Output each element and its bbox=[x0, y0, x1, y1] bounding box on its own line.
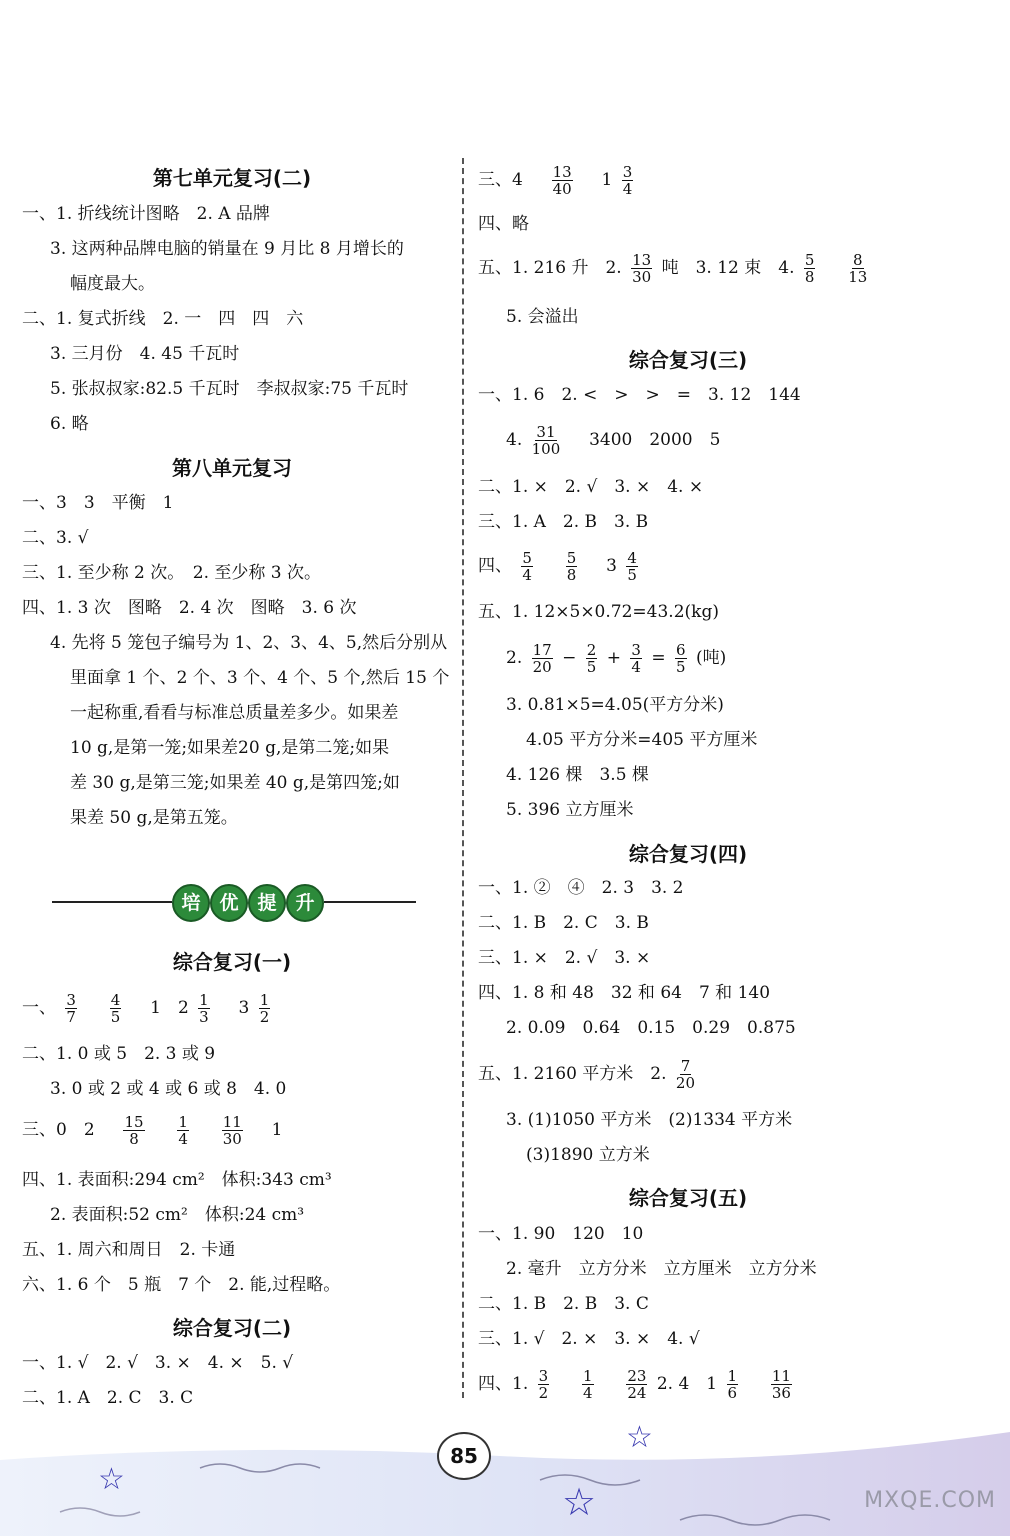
numerator: 5 bbox=[566, 549, 577, 567]
fraction bbox=[65, 992, 77, 1025]
fraction bbox=[521, 550, 533, 583]
numerator: 3 bbox=[538, 1367, 549, 1385]
fraction bbox=[771, 1368, 792, 1401]
fraction bbox=[222, 1114, 243, 1147]
unit8-line-8: 10 g,是第一笼;如果差20 g,是第二笼;如果 bbox=[70, 738, 390, 758]
denominator: 24 bbox=[627, 1384, 647, 1402]
numerator: 11 bbox=[222, 1113, 242, 1131]
unit7-title: 第七单元复习(二) bbox=[152, 166, 312, 190]
rev4-title: 综合复习(四) bbox=[628, 842, 748, 866]
rev5-title: 综合复习(五) bbox=[628, 1186, 748, 1210]
unit7-line-7: 6. 略 bbox=[50, 414, 89, 434]
denominator: 2 bbox=[259, 1008, 270, 1026]
operator: + bbox=[606, 648, 621, 668]
numerator: 1 bbox=[259, 991, 270, 1009]
rev5-line-2: 2. 毫升 立方分米 立方厘米 立方分米 bbox=[506, 1259, 817, 1279]
fraction bbox=[586, 642, 598, 675]
numerator: 1 bbox=[727, 1367, 738, 1385]
unit8-line-5: 4. 先将 5 笼包子编号为 1、2、3、4、5,然后分别从 bbox=[50, 633, 448, 653]
fraction bbox=[566, 550, 578, 583]
rev4-line-8: (3)1890 立方米 bbox=[526, 1145, 650, 1165]
denominator: 8 bbox=[804, 268, 815, 286]
star-icon: ☆ bbox=[626, 1420, 653, 1455]
numerator: 5 bbox=[522, 549, 532, 567]
unit8-line-6: 里面拿 1 个、2 个、3 个、4 个、5 个,然后 15 个 bbox=[70, 668, 450, 688]
value-text: 1 bbox=[271, 1120, 283, 1140]
rev3-line-3: 二、1. × 2. √ 3. × 4. × bbox=[478, 477, 704, 497]
line-prefix: 三、4 bbox=[478, 170, 523, 190]
rev1-line-4 bbox=[22, 1114, 282, 1147]
rev3-line-2 bbox=[506, 424, 720, 457]
unit7-line-4: 二、1. 复式折线 2. 一 四 四 六 bbox=[22, 309, 304, 329]
denominator: 8 bbox=[129, 1130, 139, 1148]
whole-number: 3 bbox=[606, 556, 617, 576]
operator: = bbox=[651, 648, 666, 668]
rev4-line-6 bbox=[478, 1058, 699, 1091]
denominator: 20 bbox=[532, 658, 552, 676]
numerator: 31 bbox=[536, 423, 556, 441]
denominator: 4 bbox=[622, 180, 633, 198]
star-icon: ☆ bbox=[98, 1462, 125, 1497]
unit7-line-2: 3. 这两种品牌电脑的销量在 9 月比 8 月增长的 bbox=[50, 239, 404, 259]
fraction bbox=[259, 992, 271, 1025]
unit7-line-3: 幅度最大。 bbox=[70, 274, 155, 294]
fraction bbox=[582, 1368, 594, 1401]
section-banner bbox=[22, 882, 442, 922]
rev2-title: 综合复习(二) bbox=[172, 1316, 292, 1340]
denominator: 36 bbox=[771, 1384, 791, 1402]
numerator: 5 bbox=[804, 251, 815, 269]
numerator: 1 bbox=[199, 991, 209, 1009]
fraction bbox=[198, 992, 210, 1025]
rev3-line-10: 4. 126 棵 3.5 棵 bbox=[506, 765, 649, 785]
fraction bbox=[848, 252, 867, 285]
unit8-line-9: 差 30 g,是第三笼;如果差 40 g,是第四笼;如 bbox=[70, 773, 400, 793]
value-text: 3400 2000 5 bbox=[589, 430, 721, 450]
line-prefix: 2. bbox=[506, 648, 523, 668]
rev1-prefix: 一、 bbox=[22, 998, 56, 1018]
column-divider bbox=[462, 158, 464, 1398]
rev4-line-3: 三、1. × 2. √ 3. × bbox=[478, 948, 651, 968]
fraction bbox=[626, 1368, 647, 1401]
rev1-line-2: 二、1. 0 或 5 2. 3 或 9 bbox=[22, 1044, 216, 1064]
operator: − bbox=[562, 648, 577, 668]
right-top-line-4: 5. 会溢出 bbox=[506, 307, 579, 327]
denominator: 4 bbox=[522, 566, 532, 584]
denominator: 4 bbox=[178, 1130, 188, 1148]
denominator: 3 bbox=[199, 1008, 209, 1026]
rev5-line-4: 三、1. √ 2. × 3. × 4. √ bbox=[478, 1329, 700, 1349]
denominator: 5 bbox=[110, 1008, 121, 1026]
unit7-line-6: 5. 张叔叔家:82.5 千瓦时 李叔叔家:75 千瓦时 bbox=[50, 379, 409, 399]
watermark: MXQE.COM bbox=[864, 1488, 996, 1513]
numerator: 11 bbox=[771, 1367, 791, 1385]
numerator: 15 bbox=[124, 1113, 144, 1131]
fraction bbox=[630, 642, 642, 675]
banner-char-2: 优 bbox=[210, 884, 248, 922]
rev1-line-3: 3. 0 或 2 或 4 或 6 或 8 4. 0 bbox=[50, 1079, 287, 1099]
footer-wave-decoration bbox=[0, 1420, 1010, 1536]
rev4-line-1: 一、1. ② ④ 2. 3 3. 2 bbox=[478, 878, 684, 898]
unit7-line-5: 3. 三月份 4. 45 千瓦时 bbox=[50, 344, 240, 364]
whole-number: 3 bbox=[238, 998, 250, 1018]
fraction bbox=[675, 642, 687, 675]
rev1-line-1 bbox=[22, 992, 274, 1025]
rev3-line-8: 3. 0.81×5=4.05(平方分米) bbox=[506, 695, 724, 715]
fraction bbox=[177, 1114, 189, 1147]
rev1-line-8: 六、1. 6 个 5 瓶 7 个 2. 能,过程略。 bbox=[22, 1275, 341, 1295]
unit8-line-1: 一、3 3 平衡 1 bbox=[22, 493, 174, 513]
line-text: 五、1. 2160 平方米 2. bbox=[478, 1064, 667, 1084]
rev2-line-1: 一、1. √ 2. √ 3. × 4. × 5. √ bbox=[22, 1353, 294, 1373]
denominator: 7 bbox=[66, 1008, 76, 1026]
banner-char-3: 提 bbox=[248, 884, 286, 922]
banner-rule-right bbox=[324, 901, 416, 903]
numerator: 1 bbox=[583, 1367, 593, 1385]
fraction bbox=[631, 252, 652, 285]
denominator: 8 bbox=[566, 566, 577, 584]
denominator: 5 bbox=[676, 658, 686, 676]
star-icon: ☆ bbox=[562, 1480, 597, 1524]
denominator: 4 bbox=[631, 658, 641, 676]
numerator: 23 bbox=[627, 1367, 647, 1385]
numerator: 4 bbox=[627, 549, 637, 567]
numerator: 13 bbox=[552, 163, 572, 181]
right-top-line-3 bbox=[478, 252, 871, 285]
fraction bbox=[110, 992, 122, 1025]
line-text: 五、1. 216 升 2. bbox=[478, 258, 622, 278]
numerator: 17 bbox=[532, 641, 552, 659]
rev3-line-9: 4.05 平方分米=405 平方厘米 bbox=[526, 730, 758, 750]
rev1-line-5: 四、1. 表面积:294 cm² 体积:343 cm³ bbox=[22, 1170, 332, 1190]
denominator: 2 bbox=[538, 1384, 549, 1402]
numerator: 3 bbox=[622, 163, 633, 181]
banner-char-4: 升 bbox=[286, 884, 324, 922]
denominator: 30 bbox=[632, 268, 652, 286]
rev4-line-7: 3. (1)1050 平方米 (2)1334 平方米 bbox=[506, 1110, 793, 1130]
denominator: 5 bbox=[586, 658, 597, 676]
unit8-line-7: 一起称重,看看与标准总质量差多少。如果差 bbox=[70, 703, 399, 723]
banner-char-1: 培 bbox=[172, 884, 210, 922]
denominator: 100 bbox=[531, 440, 561, 458]
numerator: 4 bbox=[110, 991, 121, 1009]
fraction bbox=[804, 252, 816, 285]
unit7-line-1: 一、1. 折线统计图略 2. A 品牌 bbox=[22, 204, 270, 224]
whole-number: 1 bbox=[601, 170, 613, 190]
denominator: 5 bbox=[627, 566, 637, 584]
denominator: 20 bbox=[675, 1074, 696, 1092]
unit8-title: 第八单元复习 bbox=[172, 456, 292, 480]
page-footer bbox=[0, 1420, 1010, 1536]
rev3-line-11: 5. 396 立方厘米 bbox=[506, 800, 634, 820]
numerator: 3 bbox=[631, 641, 641, 659]
rev5-line-5 bbox=[478, 1368, 796, 1401]
denominator: 4 bbox=[583, 1384, 593, 1402]
fraction bbox=[622, 164, 634, 197]
rev1-line-7: 五、1. 周六和周日 2. 卡通 bbox=[22, 1240, 236, 1260]
fraction bbox=[123, 1114, 144, 1147]
line-text: 吨 3. 12 束 4. bbox=[661, 258, 795, 278]
right-top-line-2: 四、略 bbox=[478, 214, 529, 234]
line-prefix: 4. bbox=[506, 430, 523, 450]
numerator: 8 bbox=[853, 251, 863, 269]
numerator: 2 bbox=[586, 641, 597, 659]
banner-rule-left bbox=[52, 901, 172, 903]
unit8-line-4: 四、1. 3 次 图略 2. 4 次 图略 3. 6 次 bbox=[22, 598, 357, 618]
fraction bbox=[727, 1368, 739, 1401]
rev3-line-1: 一、1. 6 2. < > > = 3. 12 144 bbox=[478, 385, 801, 405]
value-text: 2. 4 1 bbox=[656, 1374, 718, 1394]
numerator: 6 bbox=[676, 641, 686, 659]
rev4-line-5: 2. 0.09 0.64 0.15 0.29 0.875 bbox=[506, 1018, 796, 1038]
line-prefix: 四、 bbox=[478, 556, 512, 576]
fraction bbox=[676, 1058, 695, 1091]
rev3-line-5 bbox=[478, 550, 642, 583]
right-top-line-1 bbox=[478, 164, 637, 197]
fraction bbox=[532, 642, 553, 675]
rev4-line-4: 四、1. 8 和 48 32 和 64 7 和 140 bbox=[478, 983, 771, 1003]
unit8-line-10: 果差 50 g,是第五笼。 bbox=[70, 808, 238, 828]
fraction bbox=[552, 164, 573, 197]
denominator: 6 bbox=[727, 1384, 738, 1402]
page-number: 85 bbox=[437, 1432, 491, 1480]
value-text: 1 2 bbox=[150, 998, 189, 1018]
denominator: 13 bbox=[848, 268, 868, 286]
numerator: 3 bbox=[66, 991, 76, 1009]
rev5-line-1: 一、1. 90 120 10 bbox=[478, 1224, 644, 1244]
fraction bbox=[626, 550, 638, 583]
numerator: 13 bbox=[632, 251, 652, 269]
rev4-line-2: 二、1. B 2. C 3. B bbox=[478, 913, 649, 933]
unit8-line-2: 二、3. √ bbox=[22, 528, 89, 548]
rev1-prefix: 三、0 2 bbox=[22, 1120, 95, 1140]
numerator: 7 bbox=[680, 1057, 691, 1075]
numerator: 1 bbox=[178, 1113, 188, 1131]
rev1-line-6: 2. 表面积:52 cm² 体积:24 cm³ bbox=[50, 1205, 305, 1225]
line-prefix: 四、1. bbox=[478, 1374, 529, 1394]
unit8-line-3: 三、1. 至少称 2 次。 2. 至少称 3 次。 bbox=[22, 563, 321, 583]
denominator: 40 bbox=[552, 180, 572, 198]
rev3-line-6: 五、1. 12×5×0.72=43.2(kg) bbox=[478, 602, 719, 622]
denominator: 30 bbox=[222, 1130, 242, 1148]
rev3-title: 综合复习(三) bbox=[628, 348, 748, 372]
rev1-title: 综合复习(一) bbox=[172, 950, 292, 974]
fraction bbox=[532, 424, 561, 457]
rev3-line-4: 三、1. A 2. B 3. B bbox=[478, 512, 649, 532]
rev5-line-3: 二、1. B 2. B 3. C bbox=[478, 1294, 649, 1314]
rev2-line-2: 二、1. A 2. C 3. C bbox=[22, 1388, 194, 1408]
fraction bbox=[538, 1368, 550, 1401]
rev3-line-7 bbox=[506, 642, 726, 675]
unit-text: (吨) bbox=[695, 648, 727, 668]
